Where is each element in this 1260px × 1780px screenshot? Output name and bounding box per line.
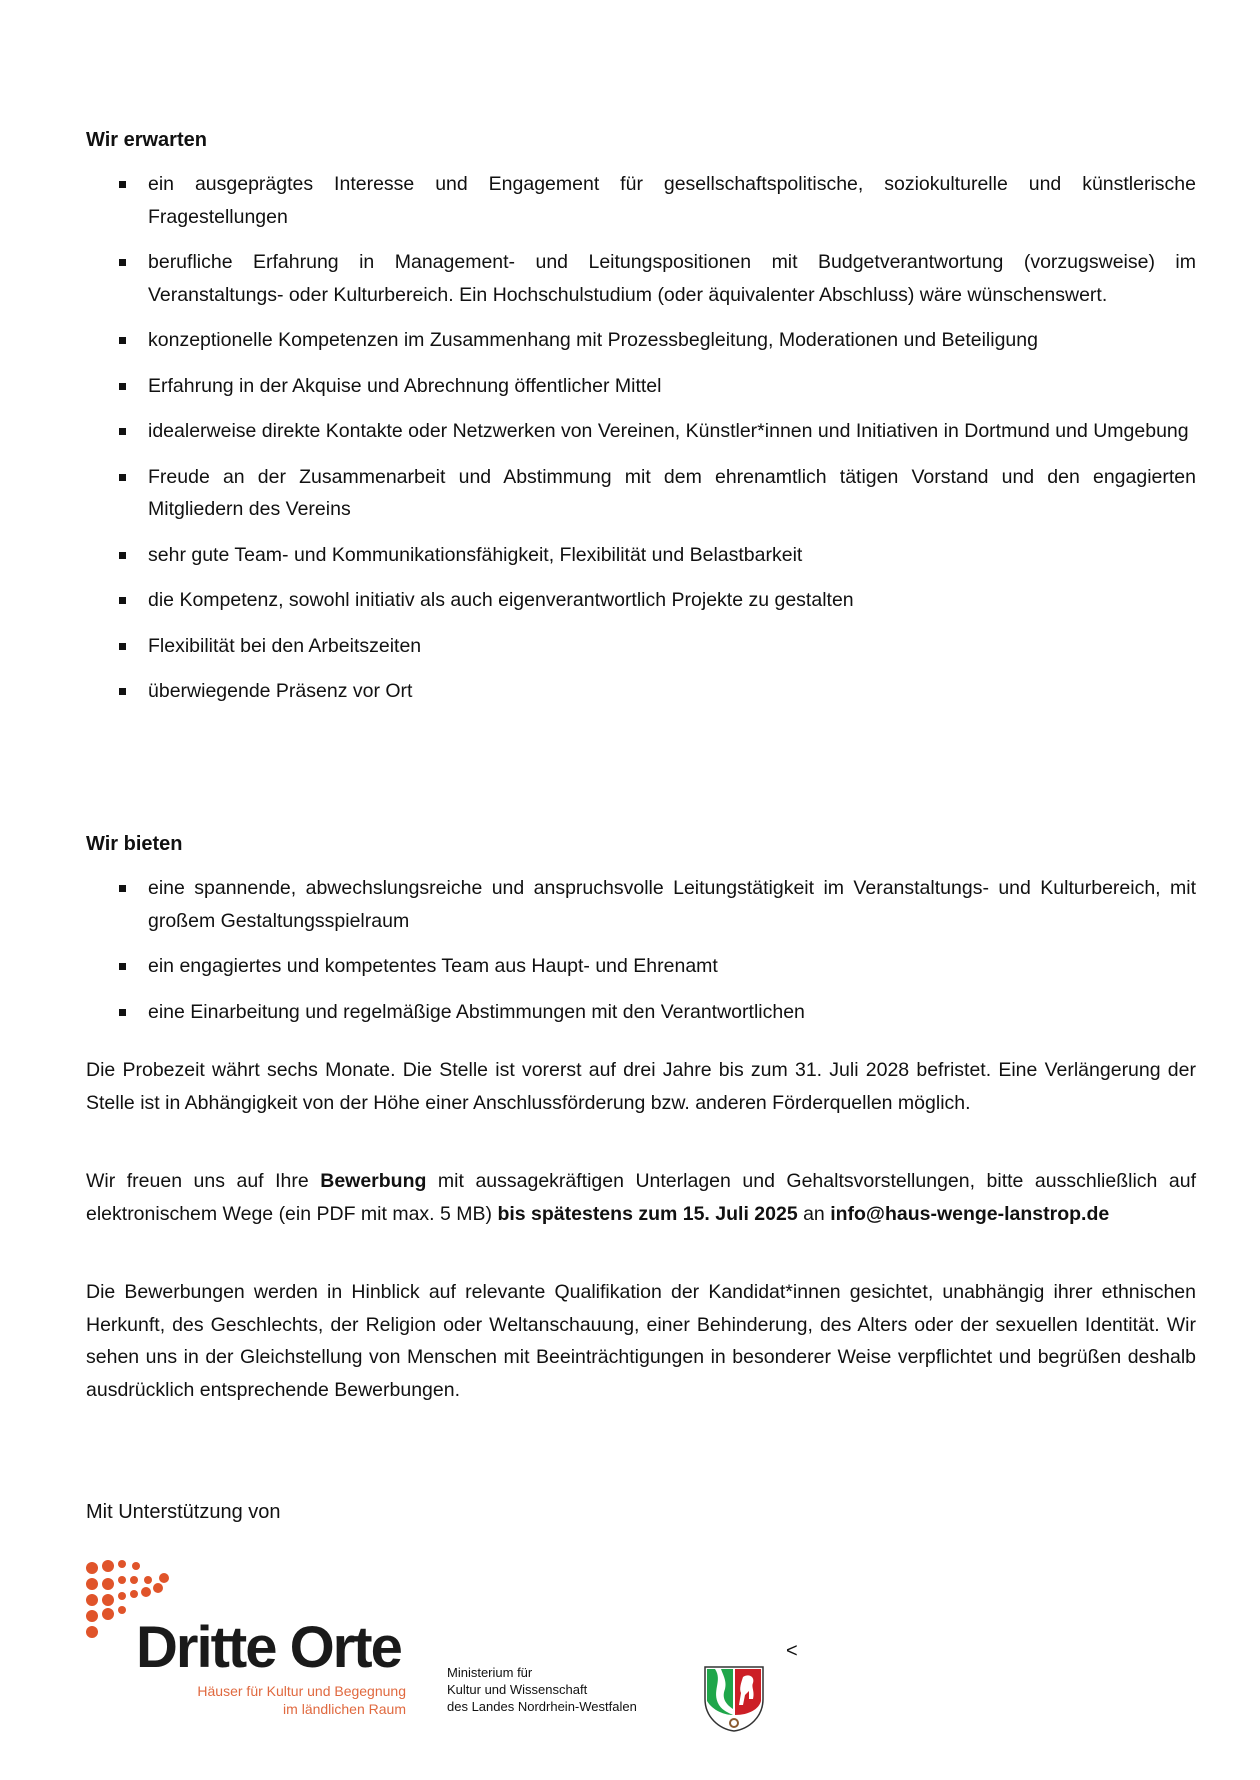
- bullet-icon: [119, 885, 126, 892]
- dritte-orte-tagline: [197, 1682, 406, 1718]
- logo-dot: [102, 1594, 114, 1606]
- list-item-text: berufliche Erfahrung in Management- und Leitungspositionen mit Budgetverantwortung (vorzugsweise) im Veranstaltungs- oder Kulturbereich. Ein Hochschulstudium (oder äquivalenter Abschluss) wäre wünschenswert.: [148, 251, 1196, 306]
- bullet-icon: [119, 1009, 126, 1016]
- list-item: [86, 246, 1196, 311]
- logo-dot: [159, 1573, 169, 1583]
- bullet-icon: [119, 383, 126, 390]
- ministry-label: [447, 1664, 637, 1715]
- diversity-paragraph: Die Bewerbungen werden in Hinblick auf relevante Qualifikation der Kandidat*innen gesichtet, unabhängig ihrer ethnischen Herkunft, des Geschlechts, der Religion oder Weltanschauung, einer Behinderung, des Alters oder der sexuellen Identität. Wir sehen uns in der Gleichstellung von Menschen mit Beeinträchtigungen in besonderer Weise verpflichtet und begrüßen deshalb ausdrücklich entsprechende Bewerbungen.: [86, 1281, 1196, 1401]
- logo-dot: [118, 1576, 126, 1584]
- ministry-line: Ministerium für: [447, 1665, 533, 1680]
- list-item: [86, 168, 1196, 233]
- list-item: [86, 539, 1196, 572]
- bullet-icon: [119, 428, 126, 435]
- contact-email[interactable]: info@haus-wenge-lanstrop.de: [830, 1202, 1110, 1225]
- list-item-text: eine Einarbeitung und regelmäßige Abstimmungen mit den Verantwortlichen: [148, 1000, 805, 1023]
- tagline-line: im ländlichen Raum: [283, 1701, 406, 1717]
- list-item-text: ein ausgeprägtes Interesse und Engagement für gesellschaftspolitische, soziokulturelle und künstlerische Fragestellungen: [148, 173, 1196, 228]
- logo-dot: [153, 1583, 163, 1593]
- list-item-text: eine spannende, abwechslungsreiche und anspruchsvolle Leitungstätigkeit im Veranstaltungs- und Kulturbereich, mit großem Gestaltungsspielraum: [148, 877, 1196, 932]
- bullet-icon: [119, 259, 126, 266]
- logo-dot: [130, 1590, 138, 1598]
- list-item-text: Erfahrung in der Akquise und Abrechnung öffentlicher Mittel: [148, 374, 662, 397]
- list-item-text: konzeptionelle Kompetenzen im Zusammenhang mit Prozessbegleitung, Moderationen und Beteiligung: [148, 329, 1038, 351]
- list-item-text: sehr gute Team- und Kommunikationsfähigkeit, Flexibilität und Belastbarkeit: [148, 543, 803, 566]
- bullet-icon: [119, 688, 126, 695]
- list-item-text: ein engagiertes und kompetentes Team aus Haupt- und Ehrenamt: [148, 955, 718, 977]
- logo-dot: [118, 1606, 126, 1614]
- logo-dot: [86, 1626, 98, 1638]
- logo-dot: [144, 1576, 152, 1584]
- list-item: [86, 415, 1196, 448]
- probation-paragraph: Die Probezeit währt sechs Monate. Die Stelle ist vorerst auf drei Jahre bis zum 31. Juli 2028 befristet. Eine Verlängerung der Stelle ist in Abhängigkeit von der Höhe einer Anschlussförderung bzw. anderen Förderquellen möglich.: [86, 1059, 1196, 1114]
- bullet-icon: [119, 597, 126, 604]
- nrw-coat-of-arms-icon: [703, 1665, 765, 1733]
- bullet-icon: [119, 181, 126, 188]
- bold-application: Bewerbung: [320, 1170, 427, 1192]
- list-item-text: Freude an der Zusammenarbeit und Abstimmung mit dem ehrenamtlich tätigen Vorstand und den engagierten Mitgliedern des Vereins: [148, 465, 1196, 520]
- list-item-text: überwiegende Präsenz vor Ort: [148, 680, 413, 702]
- bullet-icon: [119, 643, 126, 650]
- list-item: [86, 630, 1196, 663]
- logo-dot: [86, 1610, 98, 1622]
- bullet-icon: [119, 963, 126, 970]
- logo-dot: [118, 1560, 126, 1568]
- bullet-icon: [119, 474, 126, 481]
- expect-list: [86, 168, 1196, 721]
- logo-dot: [118, 1592, 126, 1600]
- logo-dot: [141, 1587, 151, 1597]
- logo-dot: [86, 1578, 98, 1590]
- dritte-orte-logo: [84, 1560, 414, 1730]
- list-item: [86, 675, 1196, 708]
- tagline-line: Häuser für Kultur und Begegnung: [197, 1683, 406, 1699]
- list-item: [86, 370, 1196, 403]
- support-label: Mit Unterstützung von: [86, 1501, 281, 1523]
- ministry-line: Kultur und Wissenschaft: [447, 1682, 588, 1697]
- logo-dot: [130, 1576, 138, 1584]
- application-paragraph: [86, 1165, 1196, 1230]
- list-item: [86, 324, 1196, 357]
- dritte-orte-wordmark: Dritte Orte: [136, 1615, 401, 1680]
- list-item: [86, 584, 1196, 617]
- logo-dot: [86, 1594, 98, 1606]
- text: mit aussagekräftigen Unterlagen und Gehaltsvorstellungen, bitte ausschließlich auf elektronischem Wege (ein PDF mit max. 5 MB): [86, 1170, 1196, 1225]
- text: an: [797, 1202, 831, 1225]
- list-item-text: Flexibilität bei den Arbeitszeiten: [148, 634, 422, 657]
- heading-wir-erwarten: Wir erwarten: [86, 129, 207, 151]
- stray-glyph: <: [786, 1640, 798, 1662]
- list-item: [86, 950, 1196, 983]
- list-item-text: die Kompetenz, sowohl initiativ als auch eigenverantwortlich Projekte zu gestalten: [148, 589, 854, 611]
- bullet-icon: [119, 337, 126, 344]
- logo-dot: [102, 1608, 114, 1620]
- text: Wir freuen uns auf Ihre: [86, 1170, 321, 1192]
- bullet-icon: [119, 552, 126, 559]
- list-item: [86, 996, 1196, 1029]
- logo-dot: [86, 1562, 98, 1574]
- heading-wir-bieten: Wir bieten: [86, 833, 183, 855]
- bold-deadline: bis spätestens zum 15. Juli 2025: [497, 1202, 798, 1225]
- list-item: [86, 872, 1196, 937]
- list-item: [86, 461, 1196, 526]
- logo-dot: [102, 1578, 114, 1590]
- ministry-line: des Landes Nordrhein-Westfalen: [447, 1699, 637, 1714]
- list-item-text: idealerweise direkte Kontakte oder Netzwerken von Vereinen, Künstler*innen und Initiativen in Dortmund und Umgebung: [148, 420, 1189, 442]
- offer-list: [86, 872, 1196, 1041]
- logo-dot: [132, 1562, 140, 1570]
- logo-dot: [102, 1560, 114, 1572]
